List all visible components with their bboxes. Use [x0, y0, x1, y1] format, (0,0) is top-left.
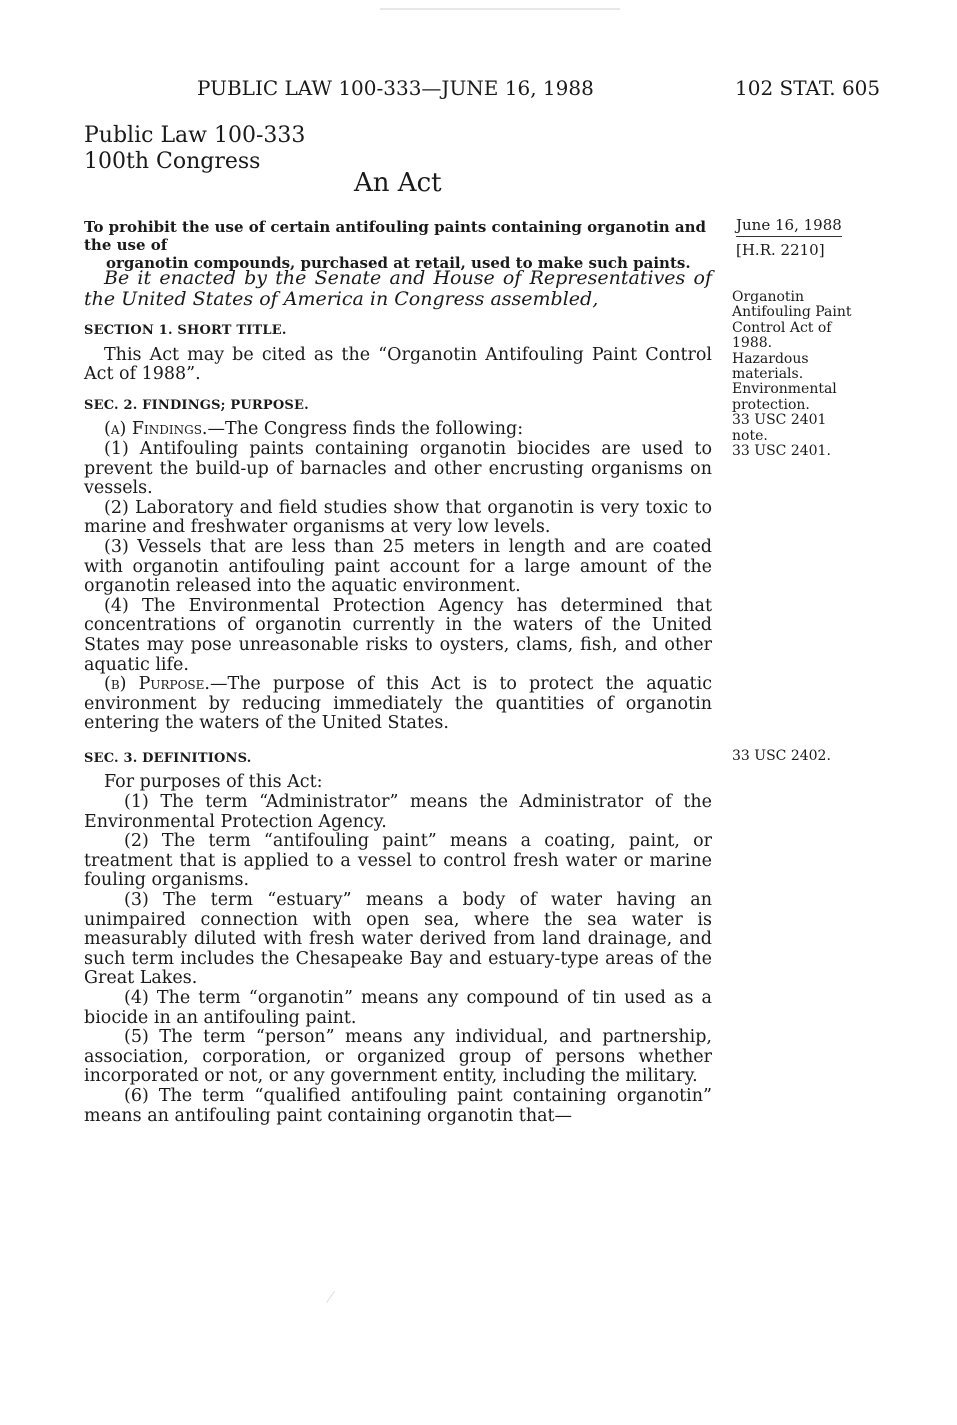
- definition-item: (1) The term “Administrator” means the Administrator of the Environmental Protection Agency.: [84, 792, 712, 832]
- enactment-margin: [736, 216, 842, 259]
- section-3-heading: SEC. 3. DEFINITIONS.: [84, 750, 252, 766]
- act-body: [84, 268, 712, 1126]
- findings-label: (a) Findings.: [104, 419, 208, 440]
- finding-item: (2) Laboratory and field studies show that organotin is very toxic to marine and freshwater organisms at very low levels.: [84, 497, 712, 538]
- page-citation: 102 STAT. 605: [735, 76, 881, 100]
- definitions-intro: For purposes of this Act:: [104, 772, 323, 793]
- margin-note: Hazardous materials.: [732, 350, 809, 383]
- bill-number: [H.R. 2210]: [736, 241, 825, 259]
- law-number: Public Law 100-333: [84, 123, 306, 148]
- definition-item: (6) The term “qualified antifouling paint containing organotin” means an antifouling paint containing organotin that—: [84, 1085, 712, 1126]
- purpose-paragraph: (b) Purpose.—The purpose of this Act is to protect the aquatic environment by reducing immediately the quantities of organotin entering the waters of the United States.: [84, 674, 712, 734]
- margin-note: 33 USC 2401.: [732, 443, 831, 460]
- divider: [736, 236, 842, 237]
- purpose-line-1: To prohibit the use of certain antifouling paints containing organotin and the use of: [84, 218, 706, 254]
- short-title-text: This Act may be cited as the “Organotin Antifouling Paint Control Act of 1988”.: [84, 344, 712, 385]
- act-title: An Act: [354, 168, 442, 198]
- definition-item: (5) The term “person” means any individual, and partnership, association, corporation, or organized group of persons whether incorporated or not, or any government entity, including the military.: [84, 1027, 712, 1087]
- act-purpose: [84, 218, 724, 272]
- definition-item: (2) The term “antifouling paint” means a coating, paint, or treatment that is applied to a vessel to control fresh water or marine fouling organisms.: [84, 831, 712, 891]
- enactment-date: June 16, 1988: [736, 216, 842, 234]
- section-1-heading: SECTION 1. SHORT TITLE.: [84, 323, 287, 338]
- definition-item: (4) The term “organotin” means any compound of tin used as a biocide in an antifouling paint.: [84, 988, 712, 1028]
- finding-item: (4) The Environmental Protection Agency has determined that concentrations of organotin currently in the waters of the United States may pose unreasonable risks to oysters, clams, fish, and other aquatic life.: [84, 595, 712, 675]
- scan-artifact: [326, 1291, 335, 1303]
- finding-item: (3) Vessels that are less than 25 meters in length and are coated with organotin antifouling paint account for a large amount of the organotin released into the aquatic environment.: [84, 536, 712, 597]
- margin-note: Environmental protection.: [732, 381, 837, 413]
- running-header: PUBLIC LAW 100-333—JUNE 16, 1988: [197, 76, 594, 100]
- finding-item: (1) Antifouling paints containing organotin biocides are used to prevent the build-up of barnacles and other encrusting organisms on vessels.: [84, 438, 712, 499]
- purpose-label: (b) Purpose.: [104, 674, 210, 695]
- section-2-heading: SEC. 2. FINDINGS; PURPOSE.: [84, 397, 309, 413]
- congress: 100th Congress: [84, 149, 261, 174]
- findings-intro: (a) Findings.—The Congress finds the following:: [104, 419, 524, 440]
- enacting-clause: Be it enacted by the Senate and House of Representatives of the United States of America in Congress assembled,: [84, 267, 712, 310]
- scan-artifact: [380, 8, 620, 10]
- margin-note: Organotin Antifouling Paint Control Act of 1988.: [732, 289, 852, 352]
- definition-item: (3) The term “estuary” means a body of water having an unimpaired connection with open sea, where the sea water is measurably diluted with fresh water derived from land drainage, and such term includes the Chesapeake Bay and estuary-type areas of the Great Lakes.: [84, 890, 712, 989]
- margin-notes: [732, 290, 852, 459]
- margin-note: 33 USC 2401 note.: [732, 412, 827, 444]
- purpose-line-2: organotin compounds, purchased at retail, used to make such paints.: [106, 254, 691, 272]
- margin-note-section-3: 33 USC 2402.: [732, 748, 831, 764]
